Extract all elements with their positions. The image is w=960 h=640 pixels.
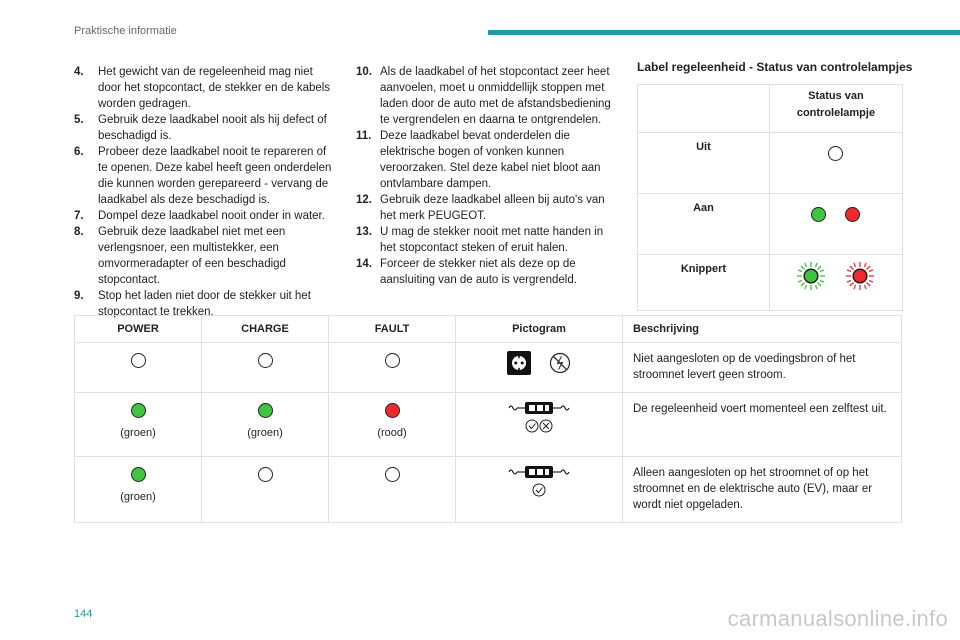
- fault-lamp-off-icon: [385, 353, 400, 368]
- column-header-power: POWER: [75, 316, 202, 343]
- status-label-on: Aan: [638, 194, 770, 255]
- charge-lamp-off-icon: [258, 467, 273, 482]
- item-text: Probeer deze laadkabel nooit te repareren of te openen. Deze kabel heeft geen onderdelen die kunnen worden gerepareerd - vervang de laadkabel als deze beschadigd is.: [98, 146, 332, 206]
- column-header-charge: CHARGE: [202, 316, 329, 343]
- list-item: [74, 224, 336, 288]
- lamp-color-label: (rood): [377, 427, 407, 439]
- status-label-off: Uit: [638, 133, 770, 194]
- status-lamp-table: [637, 84, 903, 311]
- instruction-list-left: [74, 64, 336, 320]
- item-text: Gebruik deze laadkabel niet met een verlengsnoer, een multistekker, een omvormeradapter of een beschadigd stopcontact.: [98, 226, 286, 286]
- table-cell: [202, 393, 329, 457]
- list-item: [74, 64, 336, 112]
- list-item: [356, 192, 618, 224]
- item-number: 6.: [74, 146, 84, 158]
- item-number: 5.: [74, 114, 84, 126]
- lamp-red-blinking-icon: [845, 261, 875, 291]
- item-number: 12.: [356, 194, 372, 206]
- table-cell: [75, 393, 202, 457]
- item-text: Gebruik deze laadkabel nooit als hij defect of beschadigd is.: [98, 114, 327, 142]
- table-row: [75, 457, 902, 523]
- status-label-blinking: Knippert: [638, 255, 770, 311]
- lamp-color-label: (groen): [247, 427, 283, 439]
- table-cell: [202, 457, 329, 523]
- table-cell: [202, 343, 329, 393]
- page-number: 144: [74, 608, 93, 620]
- wall-outlet-icon: [507, 351, 531, 375]
- column-header-description: Beschrijving: [623, 316, 902, 343]
- table-cell: [329, 393, 456, 457]
- table-cell: [75, 457, 202, 523]
- row-description: De regeleenheid voert momenteel een zelftest uit.: [623, 393, 902, 457]
- item-text: Stop het laden niet door de stekker uit het stopcontact te trekken.: [98, 290, 311, 318]
- instruction-list-middle: [356, 64, 618, 288]
- table-cell: [329, 343, 456, 393]
- fault-lamp-off-icon: [385, 467, 400, 482]
- power-lamp-green-icon: [131, 467, 146, 482]
- charge-lamp-green-icon: [258, 403, 273, 418]
- item-text: Deze laadkabel bevat onderdelen die elektrische bogen of vonken kunnen veroorzaken. Stel deze kabel niet bloot aan ontvlambare dampen.: [380, 130, 601, 190]
- status-column-header: Status van controlelampje: [769, 85, 902, 133]
- charging-cable-connected-icon: [507, 464, 571, 498]
- item-number: 11.: [356, 130, 372, 142]
- list-item: [356, 224, 618, 256]
- list-item: [356, 64, 618, 128]
- list-item: [74, 112, 336, 144]
- lamp-off-icon: [828, 146, 843, 161]
- item-text: Dompel deze laadkabel nooit onder in water.: [98, 210, 325, 222]
- table-cell: [456, 457, 623, 523]
- table-row: [75, 343, 902, 393]
- row-description: Niet aangesloten op de voedingsbron of het stroomnet levert geen stroom.: [623, 343, 902, 393]
- item-number: 9.: [74, 290, 84, 302]
- table-cell: [75, 343, 202, 393]
- fault-lamp-red-icon: [385, 403, 400, 418]
- item-number: 10.: [356, 66, 372, 78]
- table-cell: [329, 457, 456, 523]
- table-cell: [638, 85, 770, 133]
- list-item: [356, 128, 618, 192]
- item-number: 4.: [74, 66, 84, 78]
- no-power-icon: [549, 352, 571, 374]
- status-table-title: Label regeleenheid - Status van controlelampjes: [637, 60, 913, 74]
- charge-lamp-off-icon: [258, 353, 273, 368]
- item-text: U mag de stekker nooit met natte handen in het stopcontact steken of eruit halen.: [380, 226, 604, 254]
- row-description: Alleen aangesloten op het stroomnet of op het stroomnet en de elektrische auto (EV), maar er wordt niet opgeladen.: [623, 457, 902, 523]
- table-cell: [769, 255, 902, 311]
- lamp-color-label: (groen): [120, 491, 156, 503]
- item-number: 13.: [356, 226, 372, 238]
- item-number: 7.: [74, 210, 84, 222]
- table-cell: [769, 194, 902, 255]
- lamp-status-description-table: [74, 315, 902, 523]
- table-row: [75, 393, 902, 457]
- running-header: Praktische informatie: [74, 25, 177, 37]
- watermark: carmanualsonline.info: [727, 606, 948, 631]
- power-lamp-green-icon: [131, 403, 146, 418]
- item-number: 14.: [356, 258, 372, 270]
- table-cell: [456, 393, 623, 457]
- lamp-green-icon: [811, 207, 826, 222]
- lamp-red-icon: [845, 207, 860, 222]
- list-item: [74, 208, 336, 224]
- power-lamp-off-icon: [131, 353, 146, 368]
- header-accent-bar: [488, 30, 960, 35]
- list-item: [74, 144, 336, 208]
- lamp-color-label: (groen): [120, 427, 156, 439]
- item-text: Forceer de stekker niet als deze op de aansluiting van de auto is vergrendeld.: [380, 258, 577, 286]
- column-header-pictogram: Pictogram: [456, 316, 623, 343]
- table-cell: [769, 133, 902, 194]
- column-header-fault: FAULT: [329, 316, 456, 343]
- lamp-green-blinking-icon: [796, 261, 826, 291]
- item-text: Als de laadkabel of het stopcontact zeer heet aanvoelen, moet u onmiddellijk stoppen met laden door de auto met de afstandsbediening te vergrendelen en daarna te ontgrendelen.: [380, 66, 611, 126]
- table-cell: [456, 343, 623, 393]
- item-text: Gebruik deze laadkabel alleen bij auto's van het merk PEUGEOT.: [380, 194, 605, 222]
- list-item: [356, 256, 618, 288]
- charging-cable-self-test-icon: [507, 400, 571, 434]
- item-number: 8.: [74, 226, 84, 238]
- item-text: Het gewicht van de regeleenheid mag niet door het stopcontact, de stekker en de kabels worden gedragen.: [98, 66, 331, 110]
